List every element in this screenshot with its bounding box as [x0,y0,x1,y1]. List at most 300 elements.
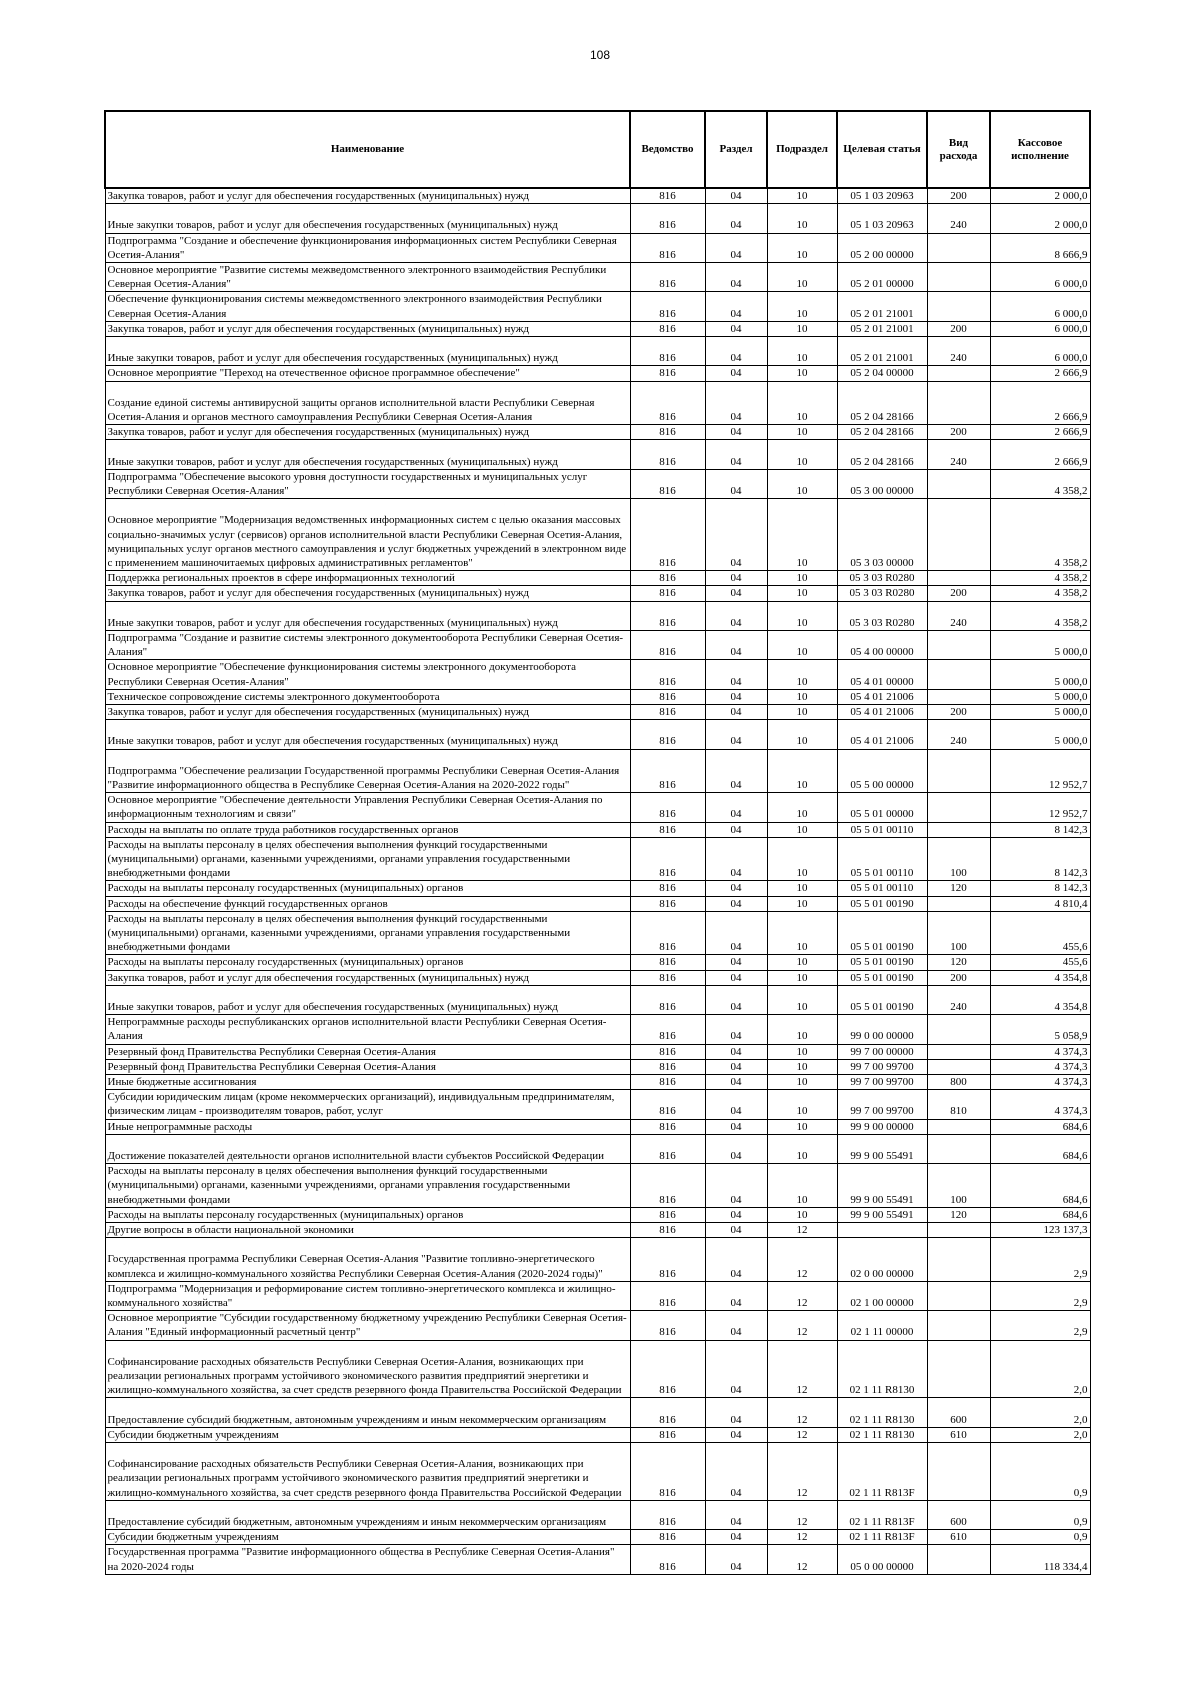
table-row [105,292,1090,321]
row-section-cell: 04 [705,1281,767,1310]
row-subsection-cell: 10 [767,1059,837,1074]
row-target-article-cell: 02 1 00 00000 [837,1281,927,1310]
row-section-cell: 04 [705,1340,767,1398]
row-department-cell: 816 [630,1443,705,1501]
row-expense-type-cell [927,1443,990,1501]
row-expense-type-cell [927,1223,990,1238]
table-row [105,1207,1090,1222]
row-name-cell: Государственная программа "Развитие информационного общества в Республике Северная Осетия-Алания" на 2020-2024 годы [105,1545,630,1574]
row-name-cell: Расходы на выплаты персоналу в целях обеспечения выполнения функций государственными (муниципальными) органами, казенными учреждениями, органами управления государственными внебюджетными фондами [105,1164,630,1208]
row-department-cell: 816 [630,321,705,336]
row-section-cell: 04 [705,1530,767,1545]
table-row [105,689,1090,704]
row-department-cell: 816 [630,1311,705,1340]
row-name-cell: Основное мероприятие "Переход на отечественное офисное программное обеспечение" [105,366,630,381]
row-subsection-cell: 10 [767,970,837,985]
row-name-cell: Закупка товаров, работ и услуг для обеспечения государственных (муниципальных) нужд [105,970,630,985]
table-header-row [105,111,1090,188]
header-target-article: Целевая статья [837,111,927,188]
row-cash-execution-cell: 2 666,9 [990,425,1090,440]
row-subsection-cell: 10 [767,381,837,425]
row-cash-execution-cell: 4 374,3 [990,1059,1090,1074]
row-department-cell: 816 [630,1545,705,1574]
row-expense-type-cell: 610 [927,1427,990,1442]
row-target-article-cell: 99 7 00 99700 [837,1059,927,1074]
row-department-cell: 816 [630,1134,705,1163]
row-subsection-cell: 10 [767,292,837,321]
row-department-cell: 816 [630,1340,705,1398]
table-row [105,499,1090,571]
row-subsection-cell: 12 [767,1443,837,1501]
row-section-cell: 04 [705,1398,767,1427]
row-name-cell: Основное мероприятие "Обеспечение функционирования системы электронного документооборота Республики Северная Осетия-Алания" [105,660,630,689]
row-subsection-cell: 10 [767,263,837,292]
row-target-article-cell [837,1223,927,1238]
row-target-article-cell: 05 2 01 00000 [837,263,927,292]
row-name-cell: Расходы на выплаты персоналу государственных (муниципальных) органов [105,955,630,970]
row-target-article-cell: 99 0 00 00000 [837,1015,927,1044]
row-name-cell: Расходы на выплаты по оплате труда работников государственных органов [105,822,630,837]
table-row [105,1119,1090,1134]
row-department-cell: 816 [630,631,705,660]
table-row [105,1090,1090,1119]
row-expense-type-cell [927,1545,990,1574]
row-cash-execution-cell: 2 666,9 [990,366,1090,381]
row-name-cell: Закупка товаров, работ и услуг для обеспечения государственных (муниципальных) нужд [105,188,630,204]
row-expense-type-cell: 240 [927,337,990,366]
row-department-cell: 816 [630,1281,705,1310]
header-subsection: Подраздел [767,111,837,188]
header-name: Наименование [105,111,630,188]
row-cash-execution-cell: 2 000,0 [990,188,1090,204]
row-cash-execution-cell: 5 000,0 [990,720,1090,749]
row-name-cell: Непрограммные расходы республиканских органов исполнительной власти Республики Северная Осетия-Алания [105,1015,630,1044]
row-expense-type-cell [927,1119,990,1134]
row-target-article-cell: 05 3 03 R0280 [837,586,927,601]
row-name-cell: Субсидии юридическим лицам (кроме некоммерческих организаций), индивидуальным предпринимателям, физическим лицам - производителям товаров, работ, услуг [105,1090,630,1119]
row-target-article-cell: 05 5 01 00110 [837,881,927,896]
row-cash-execution-cell: 5 000,0 [990,660,1090,689]
row-expense-type-cell: 100 [927,1164,990,1208]
row-target-article-cell: 05 4 01 21006 [837,705,927,720]
row-expense-type-cell: 240 [927,601,990,630]
table-row [105,881,1090,896]
row-department-cell: 816 [630,469,705,498]
row-name-cell: Техническое сопровождение системы электронного документооборота [105,689,630,704]
row-subsection-cell: 10 [767,366,837,381]
row-cash-execution-cell: 4 810,4 [990,896,1090,911]
header-department: Ведомство [630,111,705,188]
row-section-cell: 04 [705,1134,767,1163]
row-name-cell: Предоставление субсидий бюджетным, автономным учреждениям и иным некоммерческим организациям [105,1500,630,1529]
row-cash-execution-cell: 0,9 [990,1500,1090,1529]
row-section-cell: 04 [705,1238,767,1282]
row-section-cell: 04 [705,1015,767,1044]
row-section-cell: 04 [705,1223,767,1238]
row-subsection-cell: 12 [767,1427,837,1442]
row-section-cell: 04 [705,720,767,749]
row-department-cell: 816 [630,366,705,381]
row-section-cell: 04 [705,985,767,1014]
row-name-cell: Поддержка региональных проектов в сфере информационных технологий [105,571,630,586]
row-target-article-cell: 99 9 00 55491 [837,1164,927,1208]
row-name-cell: Создание единой системы антивирусной защиты органов исполнительной власти Республики Северная Осетия-Алания и органов местного самоуправления Республики Северная Осетия-Алания [105,381,630,425]
row-department-cell: 816 [630,1223,705,1238]
row-expense-type-cell [927,1238,990,1282]
row-cash-execution-cell: 8 142,3 [990,822,1090,837]
row-subsection-cell: 10 [767,188,837,204]
table-row [105,1443,1090,1501]
row-department-cell: 816 [630,233,705,262]
row-section-cell: 04 [705,440,767,469]
row-cash-execution-cell: 5 000,0 [990,631,1090,660]
row-cash-execution-cell: 0,9 [990,1530,1090,1545]
table-row [105,1238,1090,1282]
row-name-cell: Иные закупки товаров, работ и услуг для обеспечения государственных (муниципальных) нужд [105,985,630,1014]
row-section-cell: 04 [705,1059,767,1074]
row-section-cell: 04 [705,321,767,336]
row-expense-type-cell: 200 [927,188,990,204]
row-subsection-cell: 10 [767,749,837,793]
row-cash-execution-cell: 2,9 [990,1311,1090,1340]
table-row [105,1311,1090,1340]
table-row [105,749,1090,793]
row-department-cell: 816 [630,1238,705,1282]
row-expense-type-cell [927,793,990,822]
row-department-cell: 816 [630,689,705,704]
row-department-cell: 816 [630,440,705,469]
row-target-article-cell: 05 2 00 00000 [837,233,927,262]
row-section-cell: 04 [705,499,767,571]
row-name-cell: Основное мероприятие "Развитие системы межведомственного электронного взаимодействия Республики Северная Осетия-Алания" [105,263,630,292]
table-row [105,321,1090,336]
row-subsection-cell: 12 [767,1545,837,1574]
row-cash-execution-cell: 8 142,3 [990,837,1090,881]
table-row [105,571,1090,586]
table-row [105,188,1090,204]
table-row [105,631,1090,660]
row-subsection-cell: 10 [767,233,837,262]
table-row [105,822,1090,837]
row-subsection-cell: 10 [767,1075,837,1090]
row-section-cell: 04 [705,292,767,321]
row-expense-type-cell [927,469,990,498]
table-row [105,1015,1090,1044]
row-cash-execution-cell: 684,6 [990,1119,1090,1134]
row-section-cell: 04 [705,366,767,381]
row-section-cell: 04 [705,1500,767,1529]
table-row [105,955,1090,970]
table-row [105,720,1090,749]
row-target-article-cell: 99 7 00 99700 [837,1090,927,1119]
row-target-article-cell: 05 2 04 28166 [837,440,927,469]
row-section-cell: 04 [705,1427,767,1442]
row-cash-execution-cell: 4 358,2 [990,499,1090,571]
row-name-cell: Расходы на выплаты персоналу в целях обеспечения выполнения функций государственными (муниципальными) органами, казенными учреждениями, органами управления государственными внебюджетными фондами [105,911,630,955]
row-subsection-cell: 10 [767,985,837,1014]
row-expense-type-cell: 610 [927,1530,990,1545]
table-row [105,705,1090,720]
row-expense-type-cell [927,822,990,837]
row-subsection-cell: 10 [767,1015,837,1044]
row-name-cell: Подпрограмма "Обеспечение реализации Государственной программы Республики Северная Осетия-Алания "Развитие информационного общества в Республике Северная Осетия-Алания на 2020-2022 годы" [105,749,630,793]
row-subsection-cell: 10 [767,204,837,233]
row-section-cell: 04 [705,1164,767,1208]
row-expense-type-cell [927,1044,990,1059]
row-section-cell: 04 [705,263,767,292]
row-expense-type-cell [927,292,990,321]
row-name-cell: Иные закупки товаров, работ и услуг для обеспечения государственных (муниципальных) нужд [105,720,630,749]
row-name-cell: Закупка товаров, работ и услуг для обеспечения государственных (муниципальных) нужд [105,705,630,720]
row-name-cell: Иные бюджетные ассигнования [105,1075,630,1090]
row-section-cell: 04 [705,1207,767,1222]
row-target-article-cell: 05 5 01 00110 [837,822,927,837]
table-row [105,1427,1090,1442]
row-department-cell: 816 [630,1090,705,1119]
row-subsection-cell: 10 [767,822,837,837]
row-section-cell: 04 [705,896,767,911]
row-expense-type-cell [927,1059,990,1074]
row-target-article-cell: 02 1 11 R8130 [837,1398,927,1427]
row-department-cell: 816 [630,720,705,749]
row-subsection-cell: 10 [767,896,837,911]
row-expense-type-cell [927,381,990,425]
row-subsection-cell: 10 [767,337,837,366]
row-cash-execution-cell: 123 137,3 [990,1223,1090,1238]
row-department-cell: 816 [630,822,705,837]
row-subsection-cell: 12 [767,1530,837,1545]
row-cash-execution-cell: 684,6 [990,1164,1090,1208]
row-section-cell: 04 [705,881,767,896]
row-target-article-cell: 05 2 01 21001 [837,292,927,321]
row-subsection-cell: 10 [767,689,837,704]
row-name-cell: Субсидии бюджетным учреждениям [105,1530,630,1545]
row-section-cell: 04 [705,233,767,262]
row-cash-execution-cell: 4 374,3 [990,1075,1090,1090]
row-cash-execution-cell: 2 666,9 [990,440,1090,469]
row-target-article-cell: 05 4 01 00000 [837,660,927,689]
page-number: 108 [589,48,611,62]
table-row [105,1059,1090,1074]
row-cash-execution-cell: 2 000,0 [990,204,1090,233]
row-section-cell: 04 [705,749,767,793]
table-row [105,1134,1090,1163]
row-expense-type-cell [927,660,990,689]
row-cash-execution-cell: 6 000,0 [990,292,1090,321]
row-department-cell: 816 [630,955,705,970]
row-expense-type-cell: 240 [927,440,990,469]
row-expense-type-cell [927,749,990,793]
row-subsection-cell: 10 [767,1134,837,1163]
table-row [105,837,1090,881]
row-target-article-cell: 05 2 01 21001 [837,321,927,336]
row-section-cell: 04 [705,188,767,204]
table-row [105,1281,1090,1310]
row-department-cell: 816 [630,1207,705,1222]
row-name-cell: Резервный фонд Правительства Республики Северная Осетия-Алания [105,1059,630,1074]
row-expense-type-cell [927,263,990,292]
row-target-article-cell: 99 7 00 00000 [837,1044,927,1059]
row-subsection-cell: 10 [767,1207,837,1222]
row-target-article-cell: 05 2 04 28166 [837,381,927,425]
header-cash-execution: Кассовое исполнение [990,111,1090,188]
table-row [105,381,1090,425]
row-department-cell: 816 [630,660,705,689]
row-cash-execution-cell: 12 952,7 [990,793,1090,822]
row-name-cell: Основное мероприятие "Модернизация ведомственных информационных систем с целью оказания массовых социально-значимых услуг (сервисов) органов исполнительной власти Республики Северная Осетия-Алания, муниципальных услуг органов местного самоуправления и услуг бюджетных учреждений в электронном виде с применением машиночитаемых цифровых административных регламентов" [105,499,630,571]
row-subsection-cell: 10 [767,440,837,469]
row-target-article-cell: 05 5 01 00190 [837,896,927,911]
row-subsection-cell: 10 [767,1164,837,1208]
table-row [105,233,1090,262]
row-expense-type-cell [927,896,990,911]
row-subsection-cell: 12 [767,1281,837,1310]
row-department-cell: 816 [630,1119,705,1134]
row-cash-execution-cell: 2,9 [990,1238,1090,1282]
table-row [105,366,1090,381]
row-cash-execution-cell: 5 058,9 [990,1015,1090,1044]
table-row [105,425,1090,440]
row-section-cell: 04 [705,1443,767,1501]
row-expense-type-cell: 100 [927,837,990,881]
row-expense-type-cell: 200 [927,970,990,985]
row-expense-type-cell: 120 [927,1207,990,1222]
row-expense-type-cell: 200 [927,425,990,440]
row-expense-type-cell [927,366,990,381]
row-section-cell: 04 [705,970,767,985]
row-section-cell: 04 [705,571,767,586]
row-department-cell: 816 [630,499,705,571]
row-cash-execution-cell: 2,0 [990,1427,1090,1442]
row-expense-type-cell [927,1015,990,1044]
row-department-cell: 816 [630,292,705,321]
row-target-article-cell: 05 5 01 00110 [837,837,927,881]
table-row [105,1398,1090,1427]
row-cash-execution-cell: 4 374,3 [990,1044,1090,1059]
row-name-cell: Софинансирование расходных обязательств Республики Северная Осетия-Алания, возникающих при реализации региональных программ устойчивого экономического развития предприятий энергетики и жилищно-коммунального хозяйства, за счет средств резервного фонда Правительства Российской Федерации [105,1340,630,1398]
table-row [105,263,1090,292]
table-row [105,1545,1090,1574]
row-department-cell: 816 [630,881,705,896]
row-name-cell: Иные закупки товаров, работ и услуг для обеспечения государственных (муниципальных) нужд [105,440,630,469]
row-target-article-cell: 05 1 03 20963 [837,188,927,204]
row-target-article-cell: 05 5 01 00190 [837,955,927,970]
row-name-cell: Подпрограмма "Обеспечение высокого уровня доступности государственных и муниципальных услуг Республики Северная Осетия-Алания" [105,469,630,498]
row-target-article-cell: 99 9 00 55491 [837,1134,927,1163]
row-department-cell: 816 [630,263,705,292]
row-subsection-cell: 10 [767,321,837,336]
row-cash-execution-cell: 2 666,9 [990,381,1090,425]
row-name-cell: Закупка товаров, работ и услуг для обеспечения государственных (муниципальных) нужд [105,425,630,440]
row-department-cell: 816 [630,1500,705,1529]
row-target-article-cell: 05 4 01 21006 [837,689,927,704]
row-cash-execution-cell: 0,9 [990,1443,1090,1501]
row-name-cell: Закупка товаров, работ и услуг для обеспечения государственных (муниципальных) нужд [105,586,630,601]
table-row [105,985,1090,1014]
row-name-cell: Подпрограмма "Создание и развитие системы электронного документооборота Республики Северная Осетия-Алания" [105,631,630,660]
row-name-cell: Расходы на выплаты персоналу в целях обеспечения выполнения функций государственными (муниципальными) органами, казенными учреждениями, органами управления государственными внебюджетными фондами [105,837,630,881]
row-name-cell: Расходы на выплаты персоналу государственных (муниципальных) органов [105,1207,630,1222]
row-name-cell: Расходы на обеспечение функций государственных органов [105,896,630,911]
row-section-cell: 04 [705,660,767,689]
row-section-cell: 04 [705,1311,767,1340]
row-subsection-cell: 10 [767,425,837,440]
row-cash-execution-cell: 12 952,7 [990,749,1090,793]
table-row [105,1075,1090,1090]
row-name-cell: Иные закупки товаров, работ и услуг для обеспечения государственных (муниципальных) нужд [105,204,630,233]
table-row [105,1164,1090,1208]
table-row [105,337,1090,366]
row-name-cell: Резервный фонд Правительства Республики Северная Осетия-Алания [105,1044,630,1059]
row-subsection-cell: 10 [767,705,837,720]
row-target-article-cell: 02 1 11 R813F [837,1500,927,1529]
row-department-cell: 816 [630,749,705,793]
row-subsection-cell: 12 [767,1398,837,1427]
table-body [105,188,1090,1574]
row-subsection-cell: 12 [767,1223,837,1238]
row-department-cell: 816 [630,571,705,586]
row-expense-type-cell: 200 [927,705,990,720]
row-section-cell: 04 [705,911,767,955]
row-expense-type-cell: 120 [927,955,990,970]
row-cash-execution-cell: 2,0 [990,1340,1090,1398]
row-expense-type-cell: 600 [927,1398,990,1427]
row-department-cell: 816 [630,837,705,881]
row-expense-type-cell [927,689,990,704]
row-department-cell: 816 [630,896,705,911]
row-expense-type-cell: 240 [927,204,990,233]
row-cash-execution-cell: 4 354,8 [990,985,1090,1014]
row-section-cell: 04 [705,689,767,704]
row-section-cell: 04 [705,425,767,440]
row-name-cell: Обеспечение функционирования системы межведомственного электронного взаимодействия Республики Северная Осетия-Алания [105,292,630,321]
row-cash-execution-cell: 4 358,2 [990,571,1090,586]
table-row [105,586,1090,601]
row-section-cell: 04 [705,822,767,837]
row-target-article-cell: 02 1 11 00000 [837,1311,927,1340]
row-section-cell: 04 [705,1090,767,1119]
row-name-cell: Субсидии бюджетным учреждениям [105,1427,630,1442]
row-name-cell: Подпрограмма "Модернизация и реформирование систем топливно-энергетического комплекса и жилищно-коммунального хозяйства" [105,1281,630,1310]
row-expense-type-cell [927,499,990,571]
row-name-cell: Другие вопросы в области национальной экономики [105,1223,630,1238]
table-row [105,1530,1090,1545]
row-target-article-cell: 05 0 00 00000 [837,1545,927,1574]
row-target-article-cell: 02 1 11 R813F [837,1443,927,1501]
table-row [105,601,1090,630]
row-target-article-cell: 99 9 00 55491 [837,1207,927,1222]
budget-table [104,110,1091,1575]
row-department-cell: 816 [630,1427,705,1442]
row-cash-execution-cell: 6 000,0 [990,337,1090,366]
table-row [105,1340,1090,1398]
row-expense-type-cell: 200 [927,586,990,601]
row-target-article-cell: 05 5 01 00000 [837,793,927,822]
row-target-article-cell: 05 3 03 R0280 [837,571,927,586]
row-name-cell: Подпрограмма "Создание и обеспечение функционирования информационных систем Республики Северная Осетия-Алания" [105,233,630,262]
row-target-article-cell: 05 1 03 20963 [837,204,927,233]
row-department-cell: 816 [630,601,705,630]
row-target-article-cell: 02 1 11 R8130 [837,1427,927,1442]
row-section-cell: 04 [705,1545,767,1574]
row-subsection-cell: 10 [767,660,837,689]
table-row [105,970,1090,985]
header-expense-type: Вид расхода [927,111,990,188]
table-row [105,660,1090,689]
row-expense-type-cell: 810 [927,1090,990,1119]
row-department-cell: 816 [630,425,705,440]
row-subsection-cell: 10 [767,720,837,749]
